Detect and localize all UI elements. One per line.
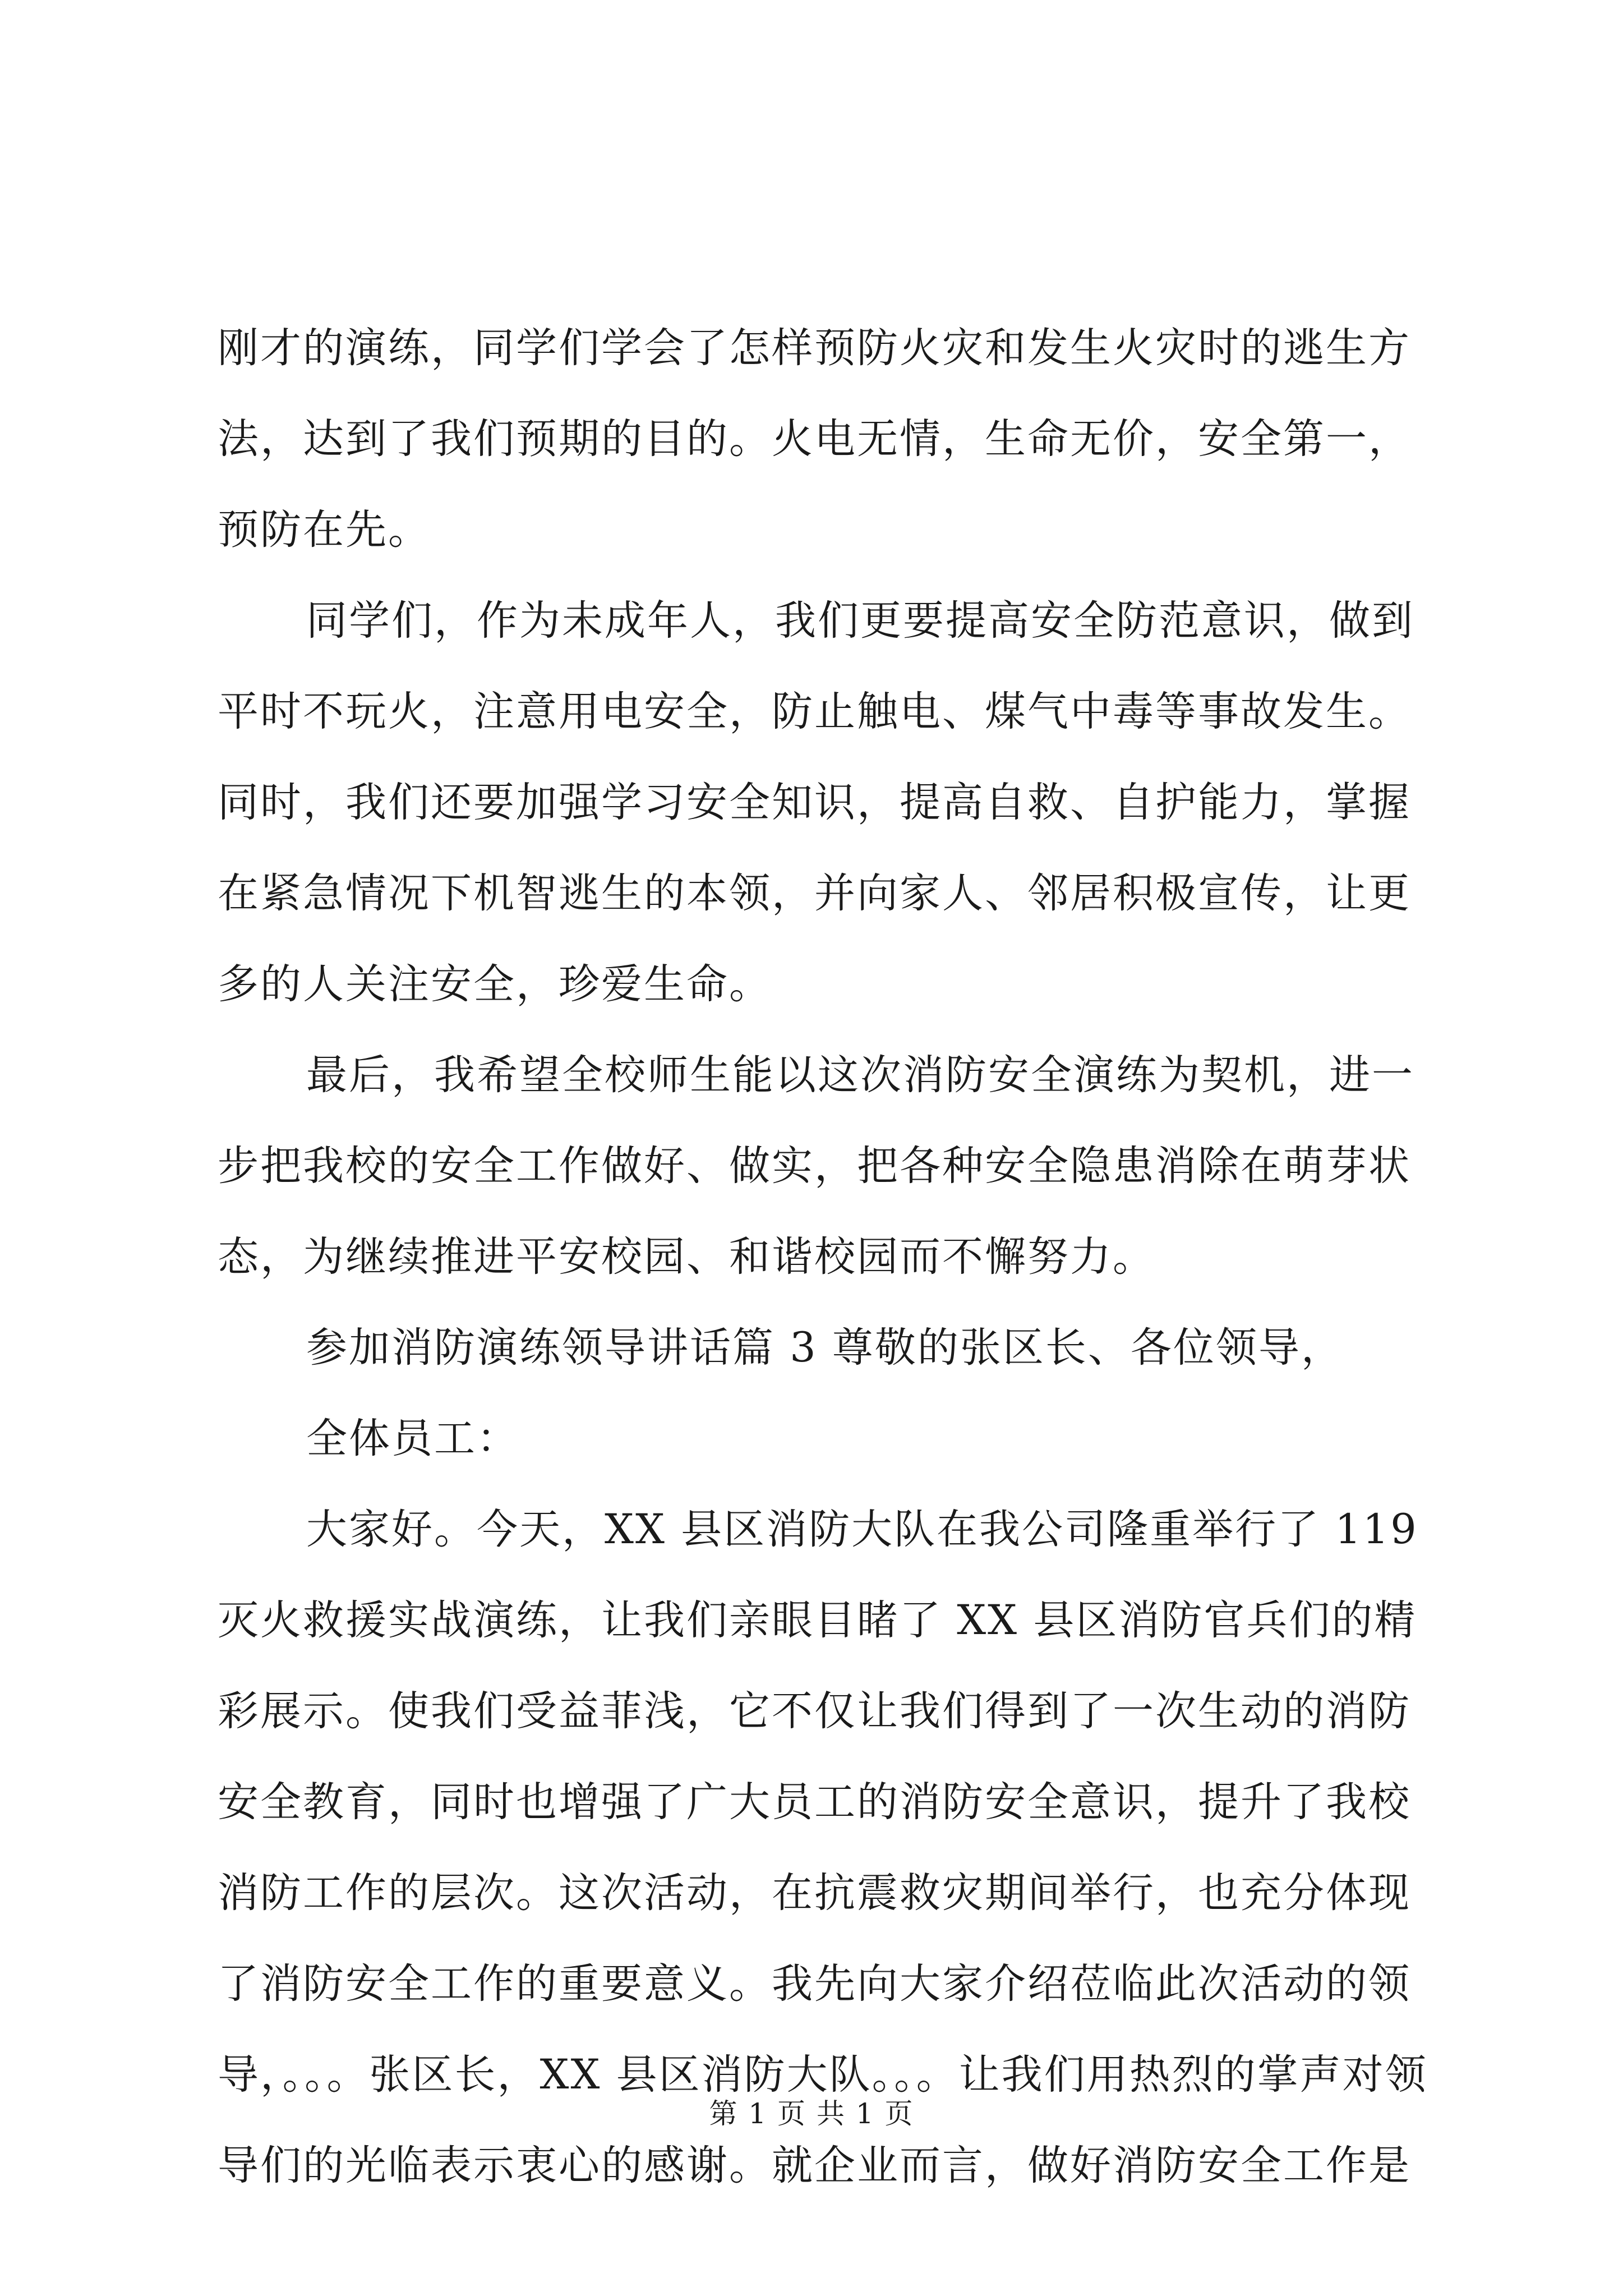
text-line: 了消防安全工作的重要意义。我先向大家介绍莅临此次活动的领 <box>218 1960 1411 2008</box>
text-line: 大家好。今天，XX 县区消防大队在我公司隆重举行了 119 <box>306 1506 1418 1553</box>
text-line: 安全教育，同时也增强了广大员工的消防安全意识，提升了我校 <box>218 1778 1411 1826</box>
text-line: 多的人关注安全，珍爱生命。 <box>218 960 772 1008</box>
text-line: 态，为继续推进平安校园、和谐校园而不懈努力。 <box>218 1233 1155 1281</box>
text-line: 同时，我们还要加强学习安全知识，提高自救、自护能力，掌握 <box>218 779 1411 826</box>
text-line: 法，达到了我们预期的目的。火电无情，生命无价，安全第一， <box>218 415 1411 463</box>
page-footer: 第 1 页 共 1 页 <box>709 2097 914 2130</box>
text-line: 在紧急情况下机智逃生的本领，并向家人、邻居积极宣传，让更 <box>218 869 1411 917</box>
text-line: 导们的光临表示衷心的感谢。就企业而言，做好消防安全工作是 <box>218 2142 1411 2189</box>
text-line: 刚才的演练，同学们学会了怎样预防火灾和发生火灾时的逃生方 <box>218 324 1411 372</box>
text-line: 同学们，作为未成年人，我们更要提高安全防范意识，做到 <box>306 597 1414 645</box>
document-body <box>218 303 1428 2211</box>
text-line: 平时不玩火，注意用电安全，防止触电、煤气中毒等事故发生。 <box>218 688 1411 735</box>
text-line: 灭火救援实战演练，让我们亲眼目睹了 XX 县区消防官兵们的精 <box>218 1596 1417 1644</box>
text-line: 彩展示。使我们受益菲浅，它不仅让我们得到了一次生动的消防 <box>218 1687 1411 1735</box>
text-line: 最后，我希望全校师生能以这次消防安全演练为契机，进一 <box>306 1051 1414 1099</box>
text-line: 预防在先。 <box>218 506 431 554</box>
text-line: 全体员工： <box>306 1415 519 1462</box>
text-line: 消防工作的层次。这次活动，在抗震救灾期间举行，也充分体现 <box>218 1869 1411 1917</box>
text-line: 参加消防演练领导讲话篇 3 尊敬的张区长、各位领导， <box>306 1324 1344 1372</box>
text-line: 步把我校的安全工作做好、做实，把各种安全隐患消除在萌芽状 <box>218 1142 1411 1190</box>
text-line: 导，。。。张区长，XX 县区消防大队。。。让我们用热烈的掌声对领 <box>218 2051 1428 2099</box>
